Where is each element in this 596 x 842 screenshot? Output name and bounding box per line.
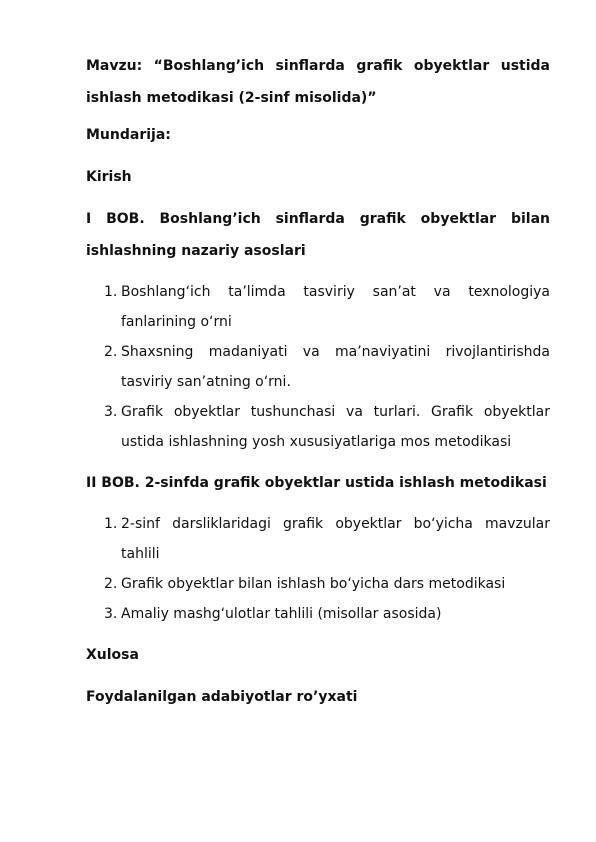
chapter2-title: II BOB. 2-sinfda grafik obyektlar ustida ishlash metodikasi	[86, 475, 547, 491]
list-item-number: 2.	[104, 344, 118, 360]
list-item	[86, 569, 550, 599]
list-item-number: 1.	[104, 284, 118, 300]
list-item-number: 3.	[104, 404, 118, 420]
list-item	[86, 397, 550, 457]
list-item-text: Shaxsning madaniyati va ma’naviyatini rivojlantirishda tasviriy san’atning o‘rni.	[121, 344, 550, 390]
references-heading: Foydalanilgan adabiyotlar ro’yxati	[86, 689, 358, 705]
list-item-number: 2.	[104, 576, 118, 592]
list-item	[86, 599, 550, 629]
list-item-number: 3.	[104, 606, 118, 622]
list-item	[86, 509, 550, 569]
chapter1-list	[86, 277, 550, 457]
document-page	[86, 50, 550, 713]
list-item-text: Amaliy mashg‘ulotlar tahlili (misollar asosida)	[121, 606, 442, 622]
intro-heading: Kirish	[86, 169, 132, 185]
contents-heading: Mundarija:	[86, 127, 171, 143]
list-item-text: Grafik obyektlar bilan ishlash bo‘yicha dars metodikasi	[121, 576, 506, 592]
list-item-text: Grafik obyektlar tushunchasi va turlari. Grafik obyektlar ustida ishlashning yosh xususiyatlariga mos metodikasi	[121, 404, 550, 450]
document-topic: Mavzu: “Boshlang’ich sinflarda grafik obyektlar ustida ishlash metodikasi (2-sinf misolida)”	[86, 58, 550, 106]
list-item	[86, 337, 550, 397]
list-item-number: 1.	[104, 516, 118, 532]
list-item-text: Boshlang‘ich ta’limda tasviriy san’at va texnologiya fanlarining o‘rni	[121, 284, 550, 330]
chapter1-title: I BOB. Boshlang’ich sinflarda grafik obyektlar bilan ishlashning nazariy asoslari	[86, 211, 550, 259]
conclusion-heading: Xulosa	[86, 647, 139, 663]
list-item-text: 2-sinf darsliklaridagi grafik obyektlar bo‘yicha mavzular tahlili	[121, 516, 550, 562]
chapter2-list	[86, 509, 550, 629]
list-item	[86, 277, 550, 337]
